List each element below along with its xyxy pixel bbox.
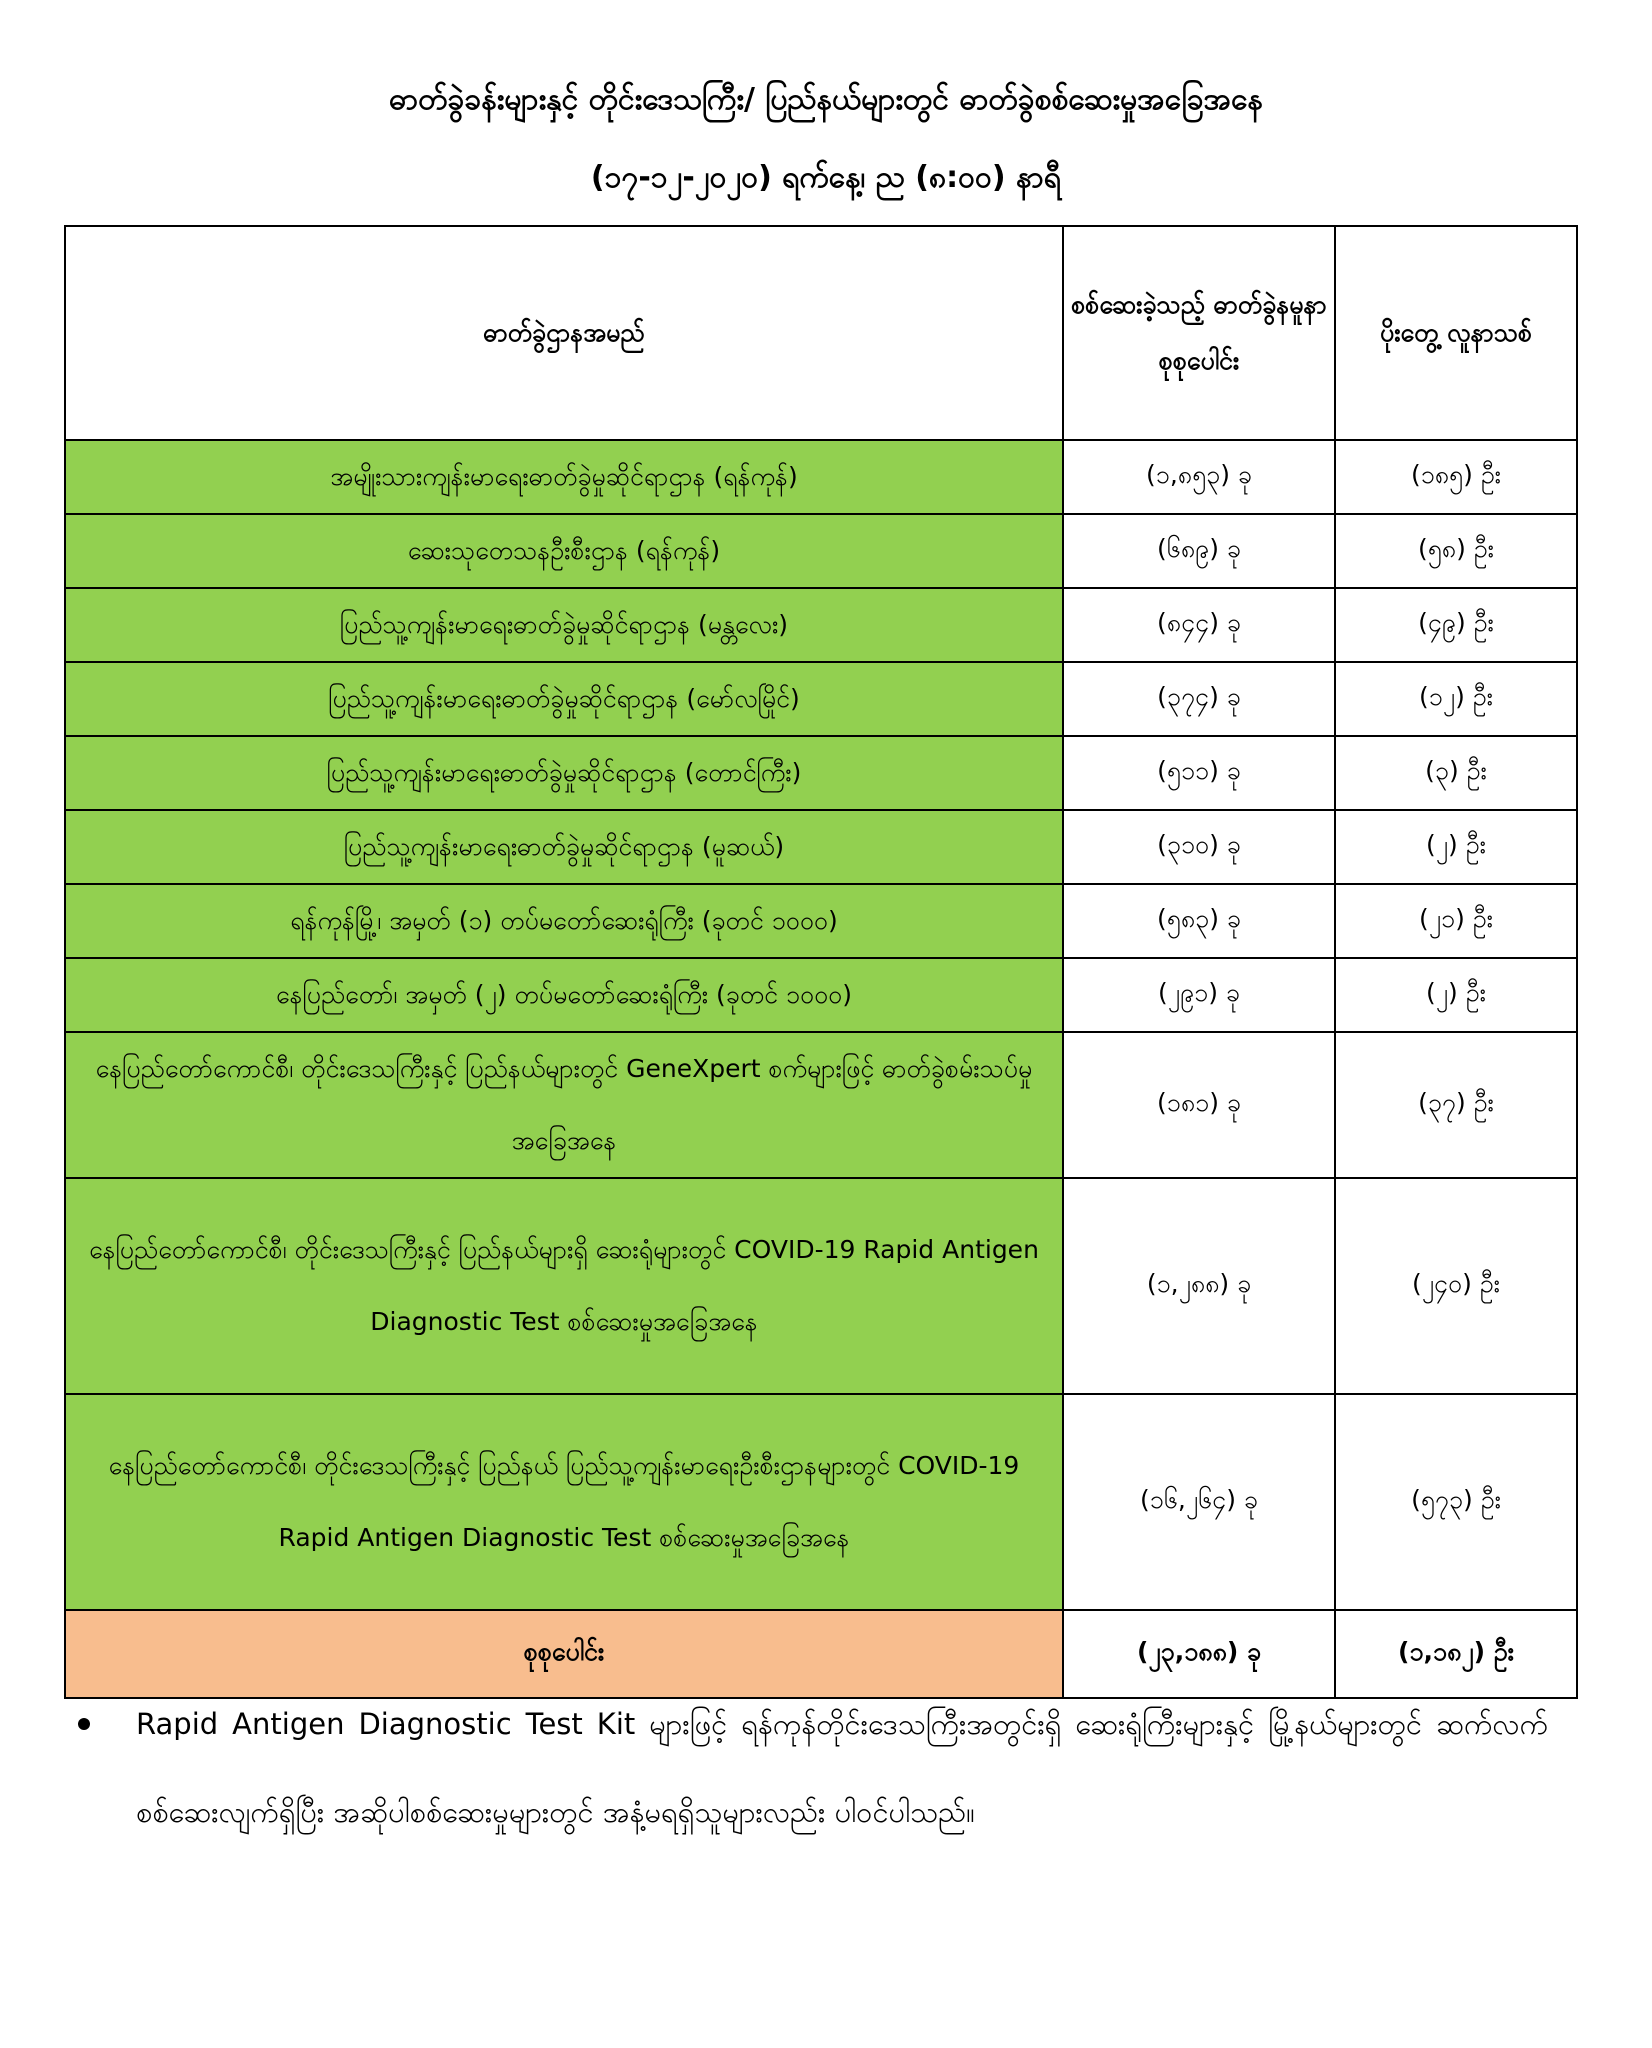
footnote-text: Rapid Antigen Diagnostic Test Kit များဖြင့် ရန်ကုန်တိုင်းဒေသကြီးအတွင်းရှိ ဆေးရုံကြီးများနှင့် မြို့နယ်များတွင် ဆက်လက်စစ်ဆေးလျက်ရှိပြီး အဆိုပါစစ်ဆေးမှုများတွင် အနံ့မရရှိသူများလည်း ပါဝင်ပါသည်။ bbox=[136, 1707, 1548, 1829]
lab-name: နေပြည်တော်ကောင်စီ၊ တိုင်းဒေသကြီးနှင့် ပြည်နယ်များတွင် GeneXpert စက်များဖြင့် ဓာတ်ခွဲစမ်းသပ်မှုအခြေအနေ bbox=[65, 1032, 1063, 1178]
table-row bbox=[65, 588, 1577, 662]
total-positive: (၁,၁၈၂) ဦး bbox=[1335, 1610, 1577, 1698]
lab-name: အမျိုးသားကျန်းမာရေးဓာတ်ခွဲမှုဆိုင်ရာဌာန (ရန်ကုန်) bbox=[65, 440, 1063, 514]
positive-count: (၂၁) ဦး bbox=[1335, 884, 1577, 958]
page-title: ဓာတ်ခွဲခန်းများနှင့် တိုင်းဒေသကြီး/ ပြည်နယ်များတွင် ဓာတ်ခွဲစစ်ဆေးမှုအခြေအနေ bbox=[389, 82, 1263, 117]
positive-count: (၁၂) ဦး bbox=[1335, 662, 1577, 736]
lab-name: ပြည်သူ့ကျန်းမာရေးဓာတ်ခွဲမှုဆိုင်ရာဌာန (မူဆယ်) bbox=[65, 810, 1063, 884]
positive-count: (၁၈၅) ဦး bbox=[1335, 440, 1577, 514]
samples-count: (၃၇၄) ခု bbox=[1063, 662, 1335, 736]
lab-name: ပြည်သူ့ကျန်းမာရေးဓာတ်ခွဲမှုဆိုင်ရာဌာန (မန္တလေး) bbox=[65, 588, 1063, 662]
table-row bbox=[65, 736, 1577, 810]
table-row bbox=[65, 1178, 1577, 1394]
lab-name: ရန်ကုန်မြို့၊ အမှတ် (၁) တပ်မတော်ဆေးရုံကြီး (ခုတင် ၁၀၀၀) bbox=[65, 884, 1063, 958]
samples-count: (၅၈၃) ခု bbox=[1063, 884, 1335, 958]
header-lab-name: ဓာတ်ခွဲဌာနအမည် bbox=[65, 226, 1063, 440]
positive-count: (၂) ဦး bbox=[1335, 810, 1577, 884]
lab-name: ဆေးသုတေသနဦးစီးဌာန (ရန်ကုန်) bbox=[65, 514, 1063, 588]
bullet-icon bbox=[78, 1718, 90, 1730]
header-new-positive: ပိုးတွေ့ လူနာသစ် bbox=[1335, 226, 1577, 440]
total-label: စုစုပေါင်း bbox=[65, 1610, 1063, 1698]
footnote bbox=[78, 1680, 1548, 1856]
samples-count: (၂၉၁) ခု bbox=[1063, 958, 1335, 1032]
lab-name: နေပြည်တော်ကောင်စီ၊ တိုင်းဒေသကြီးနှင့် ပြည်နယ်များရှိ ဆေးရုံများတွင် COVID-19 Rapid Antigen Diagnostic Test စစ်ဆေးမှုအခြေအနေ bbox=[65, 1178, 1063, 1394]
positive-count: (၃၇) ဦး bbox=[1335, 1032, 1577, 1178]
positive-count: (၄၉) ဦး bbox=[1335, 588, 1577, 662]
header-total-samples: စစ်ဆေးခဲ့သည့် ဓာတ်ခွဲနမူနာ စုစုပေါင်း bbox=[1063, 226, 1335, 440]
lab-testing-table bbox=[64, 225, 1578, 1699]
table-row bbox=[65, 1394, 1577, 1610]
table-row bbox=[65, 810, 1577, 884]
positive-count: (၃) ဦး bbox=[1335, 736, 1577, 810]
samples-count: (၁,၈၅၃) ခု bbox=[1063, 440, 1335, 514]
lab-name: နေပြည်တော်ကောင်စီ၊ တိုင်းဒေသကြီးနှင့် ပြည်နယ် ပြည်သူ့ကျန်းမာရေးဦးစီးဌာနများတွင် COVID-19 Rapid Antigen Diagnostic Test စစ်ဆေးမှုအခြေအနေ bbox=[65, 1394, 1063, 1610]
table-row bbox=[65, 884, 1577, 958]
table-row bbox=[65, 1032, 1577, 1178]
table-row bbox=[65, 440, 1577, 514]
table-row bbox=[65, 514, 1577, 588]
samples-count: (၁၆,၂၆၄) ခု bbox=[1063, 1394, 1335, 1610]
samples-count: (၁,၂၈၈) ခု bbox=[1063, 1178, 1335, 1394]
lab-name: နေပြည်တော်၊ အမှတ် (၂) တပ်မတော်ဆေးရုံကြီး (ခုတင် ၁၀၀၀) bbox=[65, 958, 1063, 1032]
table-row bbox=[65, 662, 1577, 736]
samples-count: (၁၈၁) ခု bbox=[1063, 1032, 1335, 1178]
positive-count: (၂) ဦး bbox=[1335, 958, 1577, 1032]
samples-count: (၆၈၉) ခု bbox=[1063, 514, 1335, 588]
lab-name: ပြည်သူ့ကျန်းမာရေးဓာတ်ခွဲမှုဆိုင်ရာဌာန (မော်လမြိုင်) bbox=[65, 662, 1063, 736]
samples-count: (၅၁၁) ခု bbox=[1063, 736, 1335, 810]
lab-name: ပြည်သူ့ကျန်းမာရေးဓာတ်ခွဲမှုဆိုင်ရာဌာန (တောင်ကြီး) bbox=[65, 736, 1063, 810]
positive-count: (၅၈) ဦး bbox=[1335, 514, 1577, 588]
samples-count: (၃၁၀) ခု bbox=[1063, 810, 1335, 884]
positive-count: (၅၇၃) ဦး bbox=[1335, 1394, 1577, 1610]
table-row bbox=[65, 958, 1577, 1032]
report-date: (၁၇-၁၂-၂၀၂၀) ရက်နေ့၊ ည (၈:၀၀) နာရီ bbox=[590, 160, 1062, 195]
positive-count: (၂၄၀) ဦး bbox=[1335, 1178, 1577, 1394]
samples-count: (၈၄၄) ခု bbox=[1063, 588, 1335, 662]
total-samples: (၂၃,၁၈၈) ခု bbox=[1063, 1610, 1335, 1698]
